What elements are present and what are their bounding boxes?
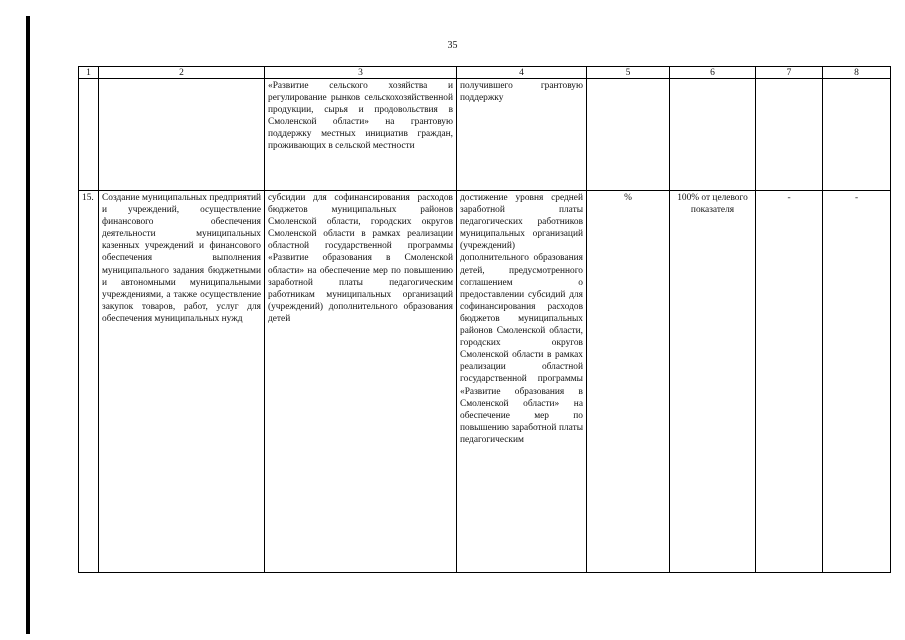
table-row [79,79,891,191]
column-header: 1 [79,67,99,79]
activity-cell [99,79,265,191]
unit-cell [587,79,670,191]
value-cell-8 [823,79,891,191]
column-header: 5 [587,67,670,79]
column-header: 4 [457,67,587,79]
indicator-cell: получившего грантовую поддержку [457,79,587,191]
column-number-header-row [79,67,891,79]
funding-source-cell: «Развитие сельского хозяйства и регулирование рынков сельскохозяйственной продукции, сырья и продовольствия в Смоленской области» на грантовую поддержку местных инициатив граждан, проживающих в сельской местности [265,79,457,191]
target-value-cell: 100% от целевого показателя [670,191,756,573]
value-cell-7: - [756,191,823,573]
unit-cell: % [587,191,670,573]
indicator-cell: достижение уровня средней заработной платы педагогических работников муниципальных организаций (учреждений) дополнительного образования детей, предусмотренного соглашением о предоставлении субсидий для софинансирования расходов бюджетов муниципальных районов Смоленской области, городских округов Смоленской области в рамках реализации областной государственной программы «Развитие образования в Смоленской области» на обеспечение мер по повышению заработной платы педагогическим [457,191,587,573]
column-header: 7 [756,67,823,79]
column-header: 2 [99,67,265,79]
target-value-cell [670,79,756,191]
activity-cell: Создание муниципальных предприятий и учреждений, осуществление финансового обеспечения деятельности муниципальных казенных учреждений и финансового обеспечения выполнения муниципального задания бюджетными и автономными муниципальными учреждениями, а также осуществление закупок товаров, работ, услуг для обеспечения муниципальных нужд [99,191,265,573]
row-number-cell [79,79,99,191]
page-number: 35 [447,40,458,51]
row-number-cell: 15. [79,191,99,573]
column-header: 3 [265,67,457,79]
column-header: 6 [670,67,756,79]
value-cell-7 [756,79,823,191]
table-row [79,191,891,573]
value-cell-8: - [823,191,891,573]
binding-margin-bar [26,16,30,634]
funding-source-cell: субсидии для софинансирования расходов бюджетов муниципальных районов Смоленской области, городских округов Смоленской области в рамках реализации областной государственной программы «Развитие образования в Смоленской области» на обеспечение мер по повышению заработной платы педагогическим работникам муниципальных организаций (учреждений) дополнительного образования детей [265,191,457,573]
document-table [78,66,891,573]
column-header: 8 [823,67,891,79]
